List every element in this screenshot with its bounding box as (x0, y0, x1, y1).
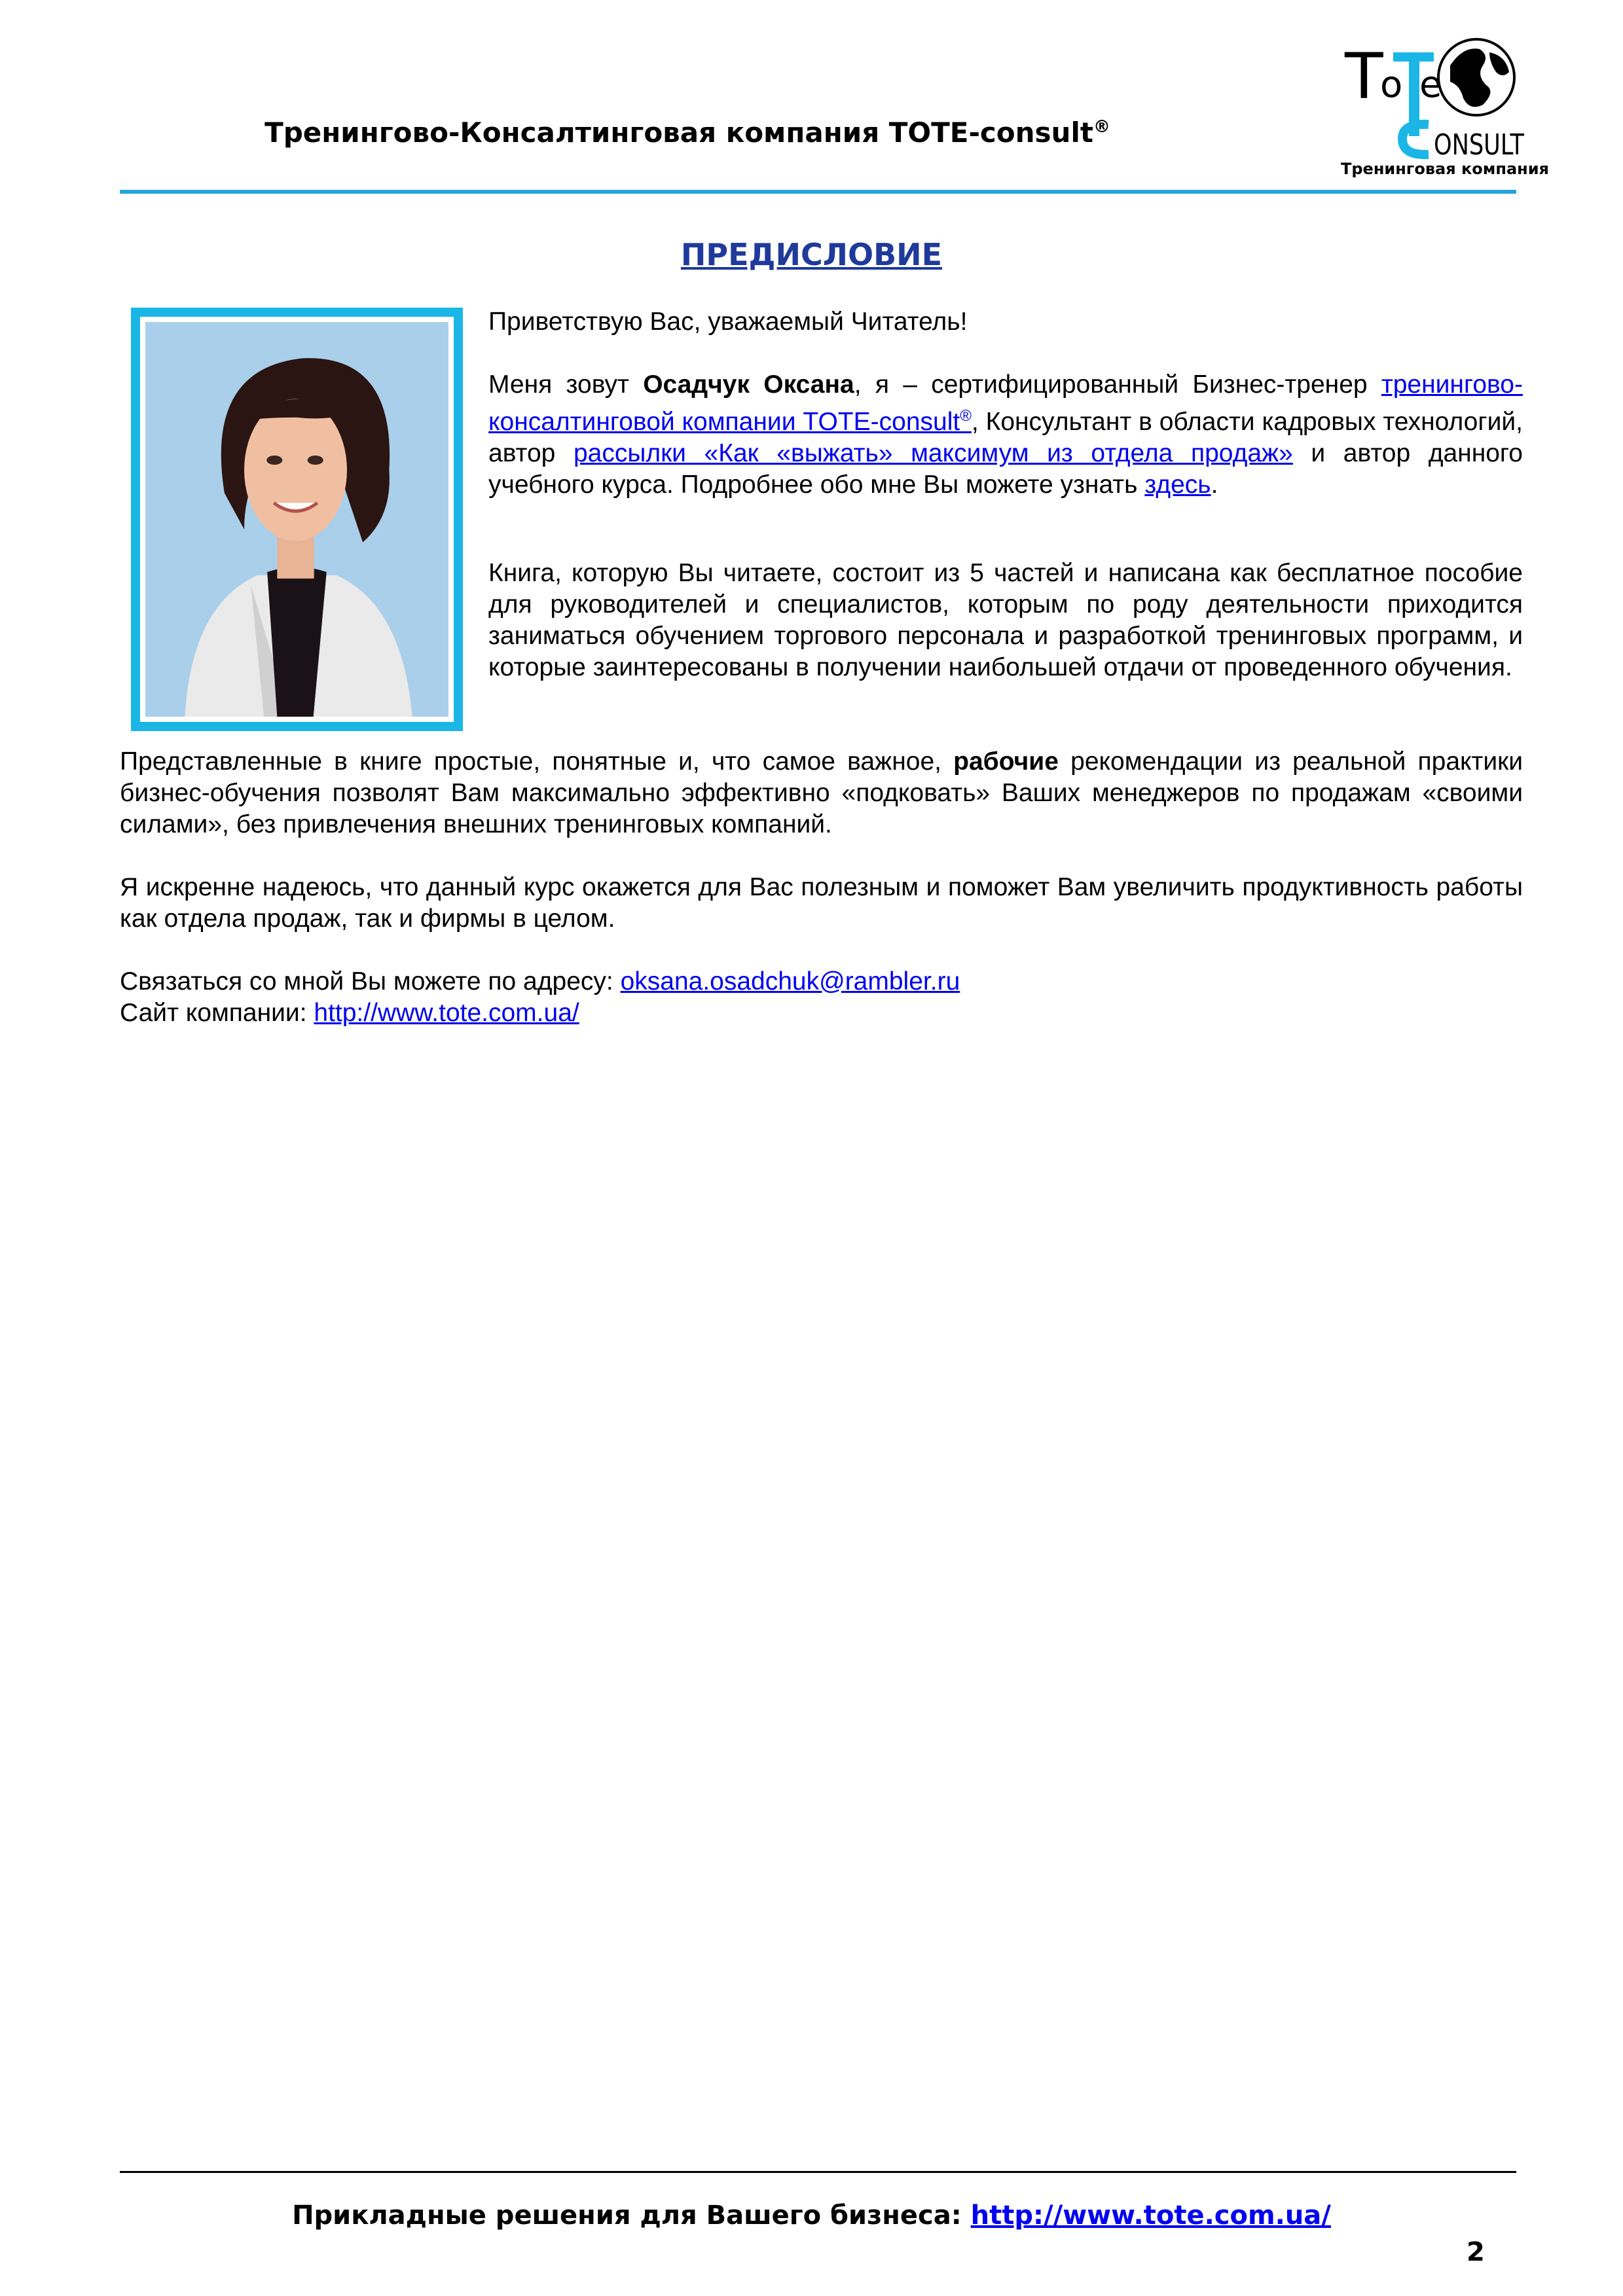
svg-text:o: o (1380, 63, 1403, 106)
author-name: Осадчук Оксана (643, 370, 854, 399)
tote-consult-logo (1336, 26, 1549, 178)
author-photo-frame (131, 308, 463, 731)
page-number: 2 (1467, 2237, 1485, 2267)
footer-site-link[interactable]: http://www.tote.com.ua/ (970, 2200, 1331, 2231)
svg-text:e: e (1419, 63, 1442, 106)
site-link[interactable]: http://www.tote.com.ua/ (314, 999, 579, 1027)
hope-paragraph: Я искренне надеюсь, что данный курс окажется для Вас полезным и поможет Вам увеличить продуктивность работы как отдела продаж, так и фирмы в целом. (120, 873, 1523, 933)
book-paragraph: Книга, которую Вы читаете, состоит из 5 частей и написана как бесплатное пособие для руководителей и специалистов, которым по роду деятельности приходится заниматься обучением торгового персонала и разработкой тренинговых программ, и которые заинтересованы в получении наибольшей отдачи от проведенного обучения. (488, 559, 1523, 681)
contact-paragraph: Связаться со мной Вы можете по адресу: oksana.osadchuk@rambler.ru Сайт компании: http://www.tote.com.ua/ (120, 967, 960, 1027)
company-link[interactable]: тренингово-консалтинговой компании TOTE-consult® (488, 370, 1523, 436)
footer-divider (120, 2171, 1516, 2173)
header-divider (120, 190, 1516, 194)
intro-paragraph: Меня зовут Осадчук Оксана, я – сертифицированный Бизнес-тренер тренингово-консалтинговой компании TOTE-consult®, Консультант в области кадровых технологий, автор рассылки «Как «выжать» максимум из отдела продаж» и автор данного учебного курса. Подробнее обо мне Вы можете узнать здесь. (488, 370, 1523, 499)
author-photo (145, 322, 448, 717)
recommendations-paragraph: Представленные в книге простые, понятные и, что самое важное, рабочие рекомендации из реальной практики бизнес-обучения позволят Вам максимально эффективно «подковать» Ваших менеджеров по продажам «своими силами», без привлечения внешних тренинговых компаний. (120, 747, 1523, 838)
section-title: ПРЕДИСЛОВИЕ (680, 237, 943, 272)
greeting-paragraph: Приветствую Вас, уважаемый Читатель! (488, 308, 968, 336)
footer-text: Прикладные решения для Вашего бизнеса: http://www.tote.com.ua/ (292, 2200, 1331, 2231)
about-me-link[interactable]: здесь (1144, 471, 1211, 499)
logo-caption: Тренинговая компания (1341, 160, 1549, 178)
page-header-title: Тренингово-Консалтинговая компания TOTE-consult® (264, 117, 1110, 149)
svg-text:T: T (1345, 40, 1383, 113)
newsletter-link[interactable]: рассылки «Как «выжать» максимум из отдела продаж» (573, 439, 1293, 467)
svg-text:ONSULT: ONSULT (1434, 128, 1525, 162)
email-link[interactable]: oksana.osadchuk@rambler.ru (620, 967, 960, 996)
